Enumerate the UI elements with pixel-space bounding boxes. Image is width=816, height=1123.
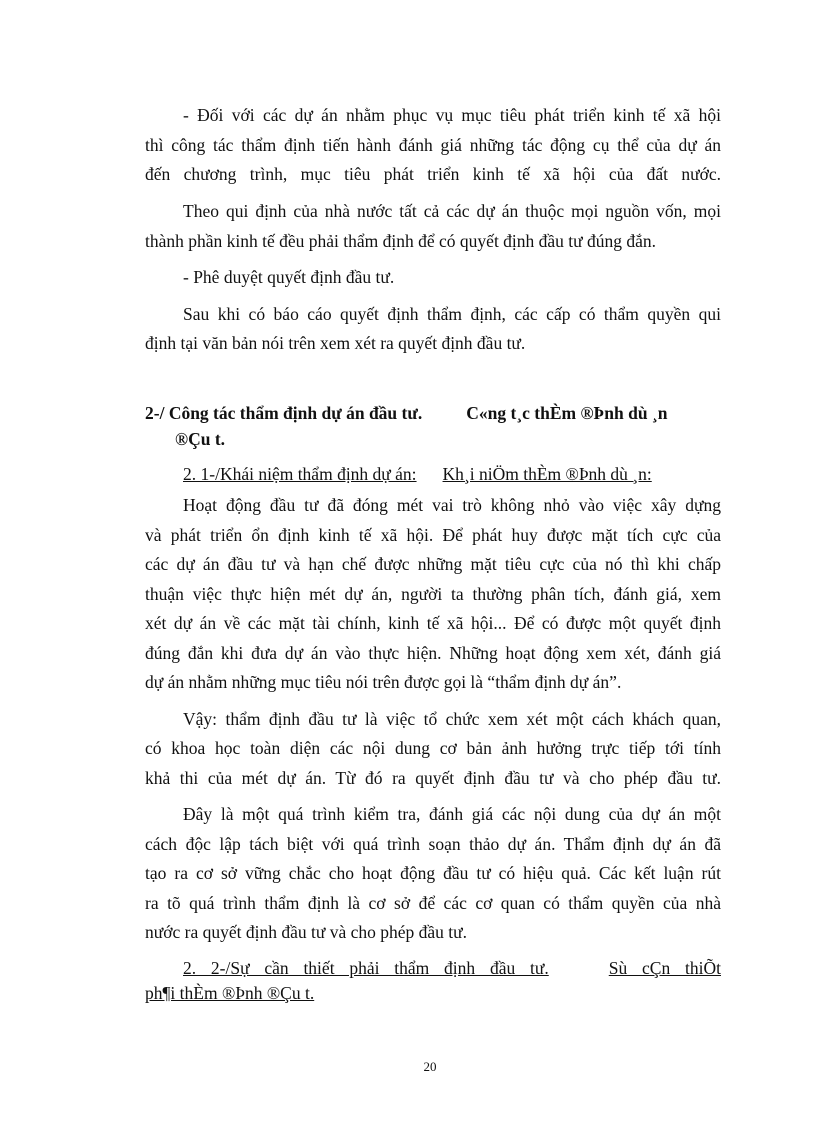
section-2-heading-cont: ®Çu t. bbox=[175, 429, 226, 449]
section-2-2-heading-cont bbox=[145, 981, 721, 1005]
p2-line-2: thành phần kinh tế đều phải thẩm định để có quyết định đầu tư đúng đắn. bbox=[145, 231, 657, 251]
section-2-2-title: 2. 2-/Sự cần thiết phải thẩm định đầu tư. bbox=[183, 958, 549, 978]
p1-line-3: đến chương trình, mục tiêu phát triển kinh tế xã hội của đất nước. bbox=[145, 164, 721, 184]
p5-line-5: xét dự án về các mặt tài chính, kinh tế xã hội... Để có được một quyết định bbox=[145, 613, 721, 633]
p5-line-1: Hoạt động đầu tư đã đóng mét vai trò không nhỏ vào việc xây dựng bbox=[183, 495, 721, 515]
p7-line-1: Đây là một quá trình kiểm tra, đánh giá các nội dung của dự án một bbox=[183, 804, 721, 824]
p3-line-1: - Phê duyệt quyết định đầu tư. bbox=[183, 267, 395, 287]
section-2-1-garbled-title: Kh¸i niÖm thÈm ®Þnh dù ¸n: bbox=[442, 464, 652, 484]
p6-line-1: Vậy: thẩm định đầu tư là việc tổ chức xem xét một cách khách quan, bbox=[183, 709, 721, 729]
p5-line-6: đúng đắn khi đưa dự án vào thực hiện. Những hoạt động xem xét, đánh giá bbox=[145, 643, 721, 663]
p5-line-2: và phát triển ổn định kinh tế xã hội. Để phát huy được mặt tích cực của bbox=[145, 525, 721, 545]
p1-line-1: - Đối với các dự án nhằm phục vụ mục tiêu phát triển kinh tế xã hội bbox=[183, 105, 721, 125]
section-2-2-garbled-title: Sù cÇn thiÕt bbox=[608, 958, 721, 978]
section-2-garbled-title: C«ng t¸c thÈm ®Þnh dù ¸n bbox=[466, 403, 668, 423]
section-2-title: 2-/ Công tác thẩm định dự án đầu tư. bbox=[145, 403, 423, 423]
p7-line-3: tạo ra cơ sở vững chắc cho hoạt động đầu tư có hiệu quả. Các kết luận rút bbox=[145, 863, 721, 883]
p5-line-4: thuận việc thực hiện mét dự án, người ta thường phân tích, đánh giá, xem bbox=[145, 584, 721, 604]
p6-line-2: có khoa học toàn diện các nội dung cơ bản ảnh hưởng trực tiếp tới tính bbox=[145, 738, 721, 758]
section-2-2-garbled-title-cont: ph¶i thÈm ®Þnh ®Çu t. bbox=[145, 983, 315, 1003]
section-2-heading bbox=[145, 401, 721, 425]
page-number: 20 bbox=[423, 1059, 437, 1074]
section-2-2-heading bbox=[183, 956, 721, 980]
section-2-1-title: 2. 1-/Khái niệm thẩm định dự án: bbox=[183, 464, 417, 484]
p5-line-3: các dự án đầu tư và hạn chế được những mặt tiêu cực của nó thì khi chấp bbox=[145, 554, 721, 574]
p7-line-2: cách độc lập tách biệt với quá trình soạn thảo dự án. Thẩm định dự án đã bbox=[145, 834, 721, 854]
p7-line-5: nước ra quyết định đầu tư và cho phép đầu tư. bbox=[145, 922, 467, 942]
p7-line-4: ra tõ quá trình thẩm định là cơ sở để các cơ quan có thẩm quyền của nhà bbox=[145, 893, 721, 913]
p1-line-2: thì công tác thẩm định tiến hành đánh giá những tác động cụ thể của dự án bbox=[145, 135, 721, 155]
p2-line-1: Theo qui định của nhà nước tất cả các dự án thuộc mọi nguồn vốn, mọi bbox=[183, 201, 721, 221]
section-2-1-heading bbox=[183, 462, 721, 486]
p4-line-2: định tại văn bản nói trên xem xét ra quyết định đầu tư. bbox=[145, 333, 526, 353]
p4-line-1: Sau khi có báo cáo quyết định thẩm định, các cấp có thẩm quyền qui bbox=[183, 304, 721, 324]
p5-line-7: dự án nhằm những mục tiêu nói trên được gọi là “thẩm định dự án”. bbox=[145, 672, 622, 692]
p6-line-3: khả thi của mét dự án. Từ đó ra quyết định đầu tư và cho phép đầu tư. bbox=[145, 768, 721, 788]
